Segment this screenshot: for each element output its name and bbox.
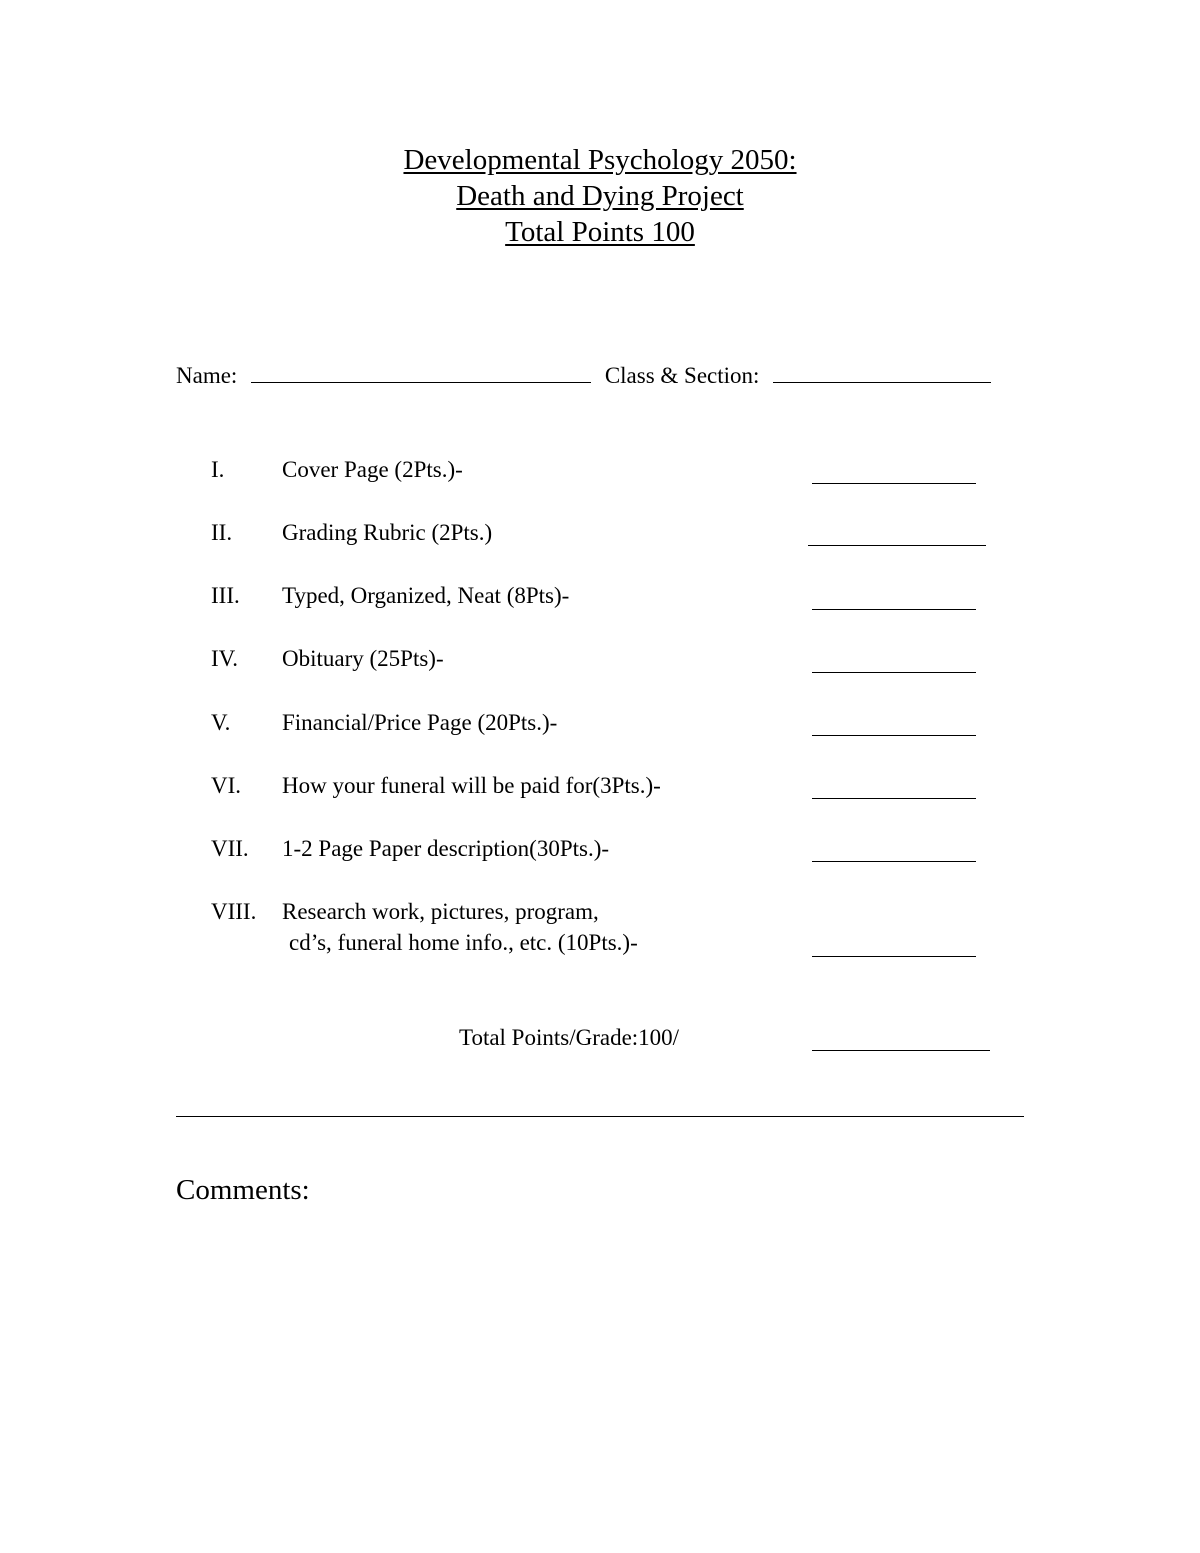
total-points-row xyxy=(459,1022,679,1053)
item-label: How your funeral will be paid for(3Pts.)- xyxy=(282,773,661,798)
score-field[interactable] xyxy=(812,798,976,799)
item-numeral: VI. xyxy=(211,773,242,798)
item-numeral: VIII. xyxy=(211,899,257,924)
score-field[interactable] xyxy=(812,609,976,610)
student-info-row xyxy=(176,360,991,391)
comments-label: Comments: xyxy=(176,1174,310,1206)
item-label: Cover Page (2Pts.)- xyxy=(282,457,463,482)
item-numeral: VII. xyxy=(211,836,249,861)
score-field[interactable] xyxy=(812,861,976,862)
total-points-label: Total Points/Grade:100/ xyxy=(459,1025,680,1050)
score-field[interactable] xyxy=(808,545,986,546)
class-section-field[interactable] xyxy=(773,360,991,383)
total-points-title: Total Points 100 xyxy=(505,216,695,248)
item-label: Grading Rubric (2Pts.) xyxy=(282,520,493,545)
score-field[interactable] xyxy=(812,483,976,484)
item-label: Financial/Price Page (20Pts.)- xyxy=(282,710,558,735)
item-numeral: III. xyxy=(211,583,240,608)
document-title xyxy=(0,142,1200,250)
name-field[interactable] xyxy=(251,360,591,383)
section-divider xyxy=(176,1116,1024,1117)
item-numeral: I. xyxy=(211,457,225,482)
item-numeral: II. xyxy=(211,520,233,545)
item-numeral: IV. xyxy=(211,646,239,671)
course-title: Developmental Psychology 2050: xyxy=(403,144,797,176)
item-numeral: V. xyxy=(211,710,231,735)
item-label: Typed, Organized, Neat (8Pts)- xyxy=(282,583,570,608)
score-field[interactable] xyxy=(812,735,976,736)
item-label-line2: cd’s, funeral home info., etc. (10Pts.)- xyxy=(289,930,638,955)
item-label xyxy=(282,896,638,958)
project-title: Death and Dying Project xyxy=(456,180,744,212)
score-field[interactable] xyxy=(812,956,976,957)
score-field[interactable] xyxy=(812,672,976,673)
class-section-label: Class & Section: xyxy=(604,363,760,388)
item-label: 1-2 Page Paper description(30Pts.)- xyxy=(282,836,610,861)
item-label: Obituary (25Pts)- xyxy=(282,646,444,671)
name-label: Name: xyxy=(176,363,238,388)
item-label-line1: Research work, pictures, program, xyxy=(282,899,599,924)
total-score-field[interactable] xyxy=(812,1050,990,1051)
